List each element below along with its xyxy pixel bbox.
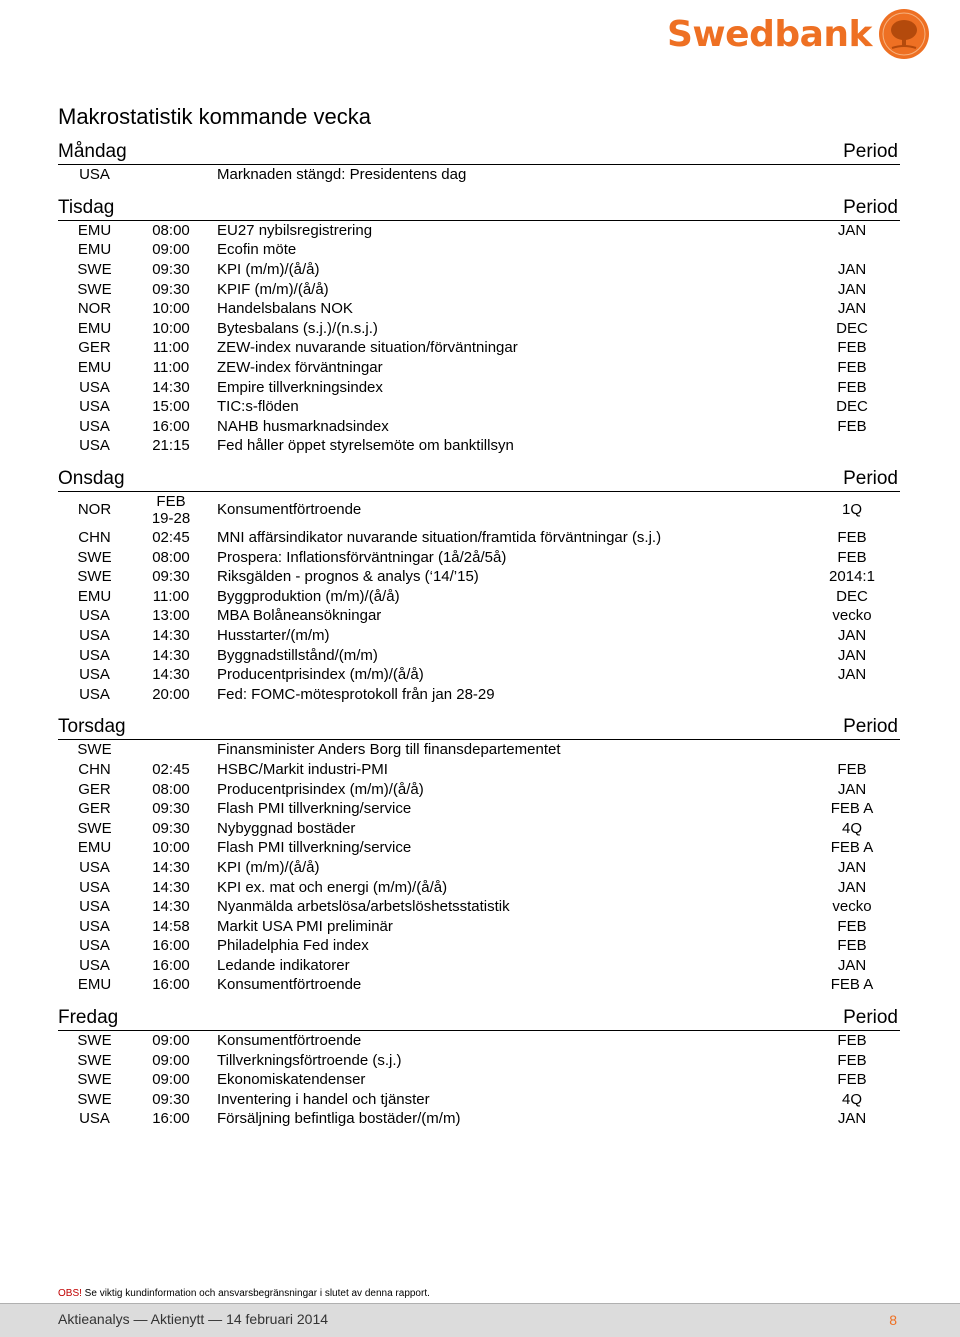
swedbank-logo: [667, 6, 930, 62]
period-cell: FEB: [837, 417, 867, 435]
period-cell: JAN: [837, 626, 867, 644]
period-cell: JAN: [837, 646, 867, 664]
time-cell: 02:45: [152, 529, 190, 547]
table-row: [58, 1109, 900, 1129]
table-row: [58, 165, 900, 185]
country-cell: USA: [79, 1110, 110, 1128]
country-cell: USA: [79, 417, 110, 435]
table-row: [58, 956, 900, 976]
table-row: [58, 740, 900, 760]
time-cell: 14:30: [152, 858, 190, 876]
event-cell: KPI (m/m)/(å/å): [217, 858, 320, 876]
country-cell: SWE: [77, 1090, 112, 1108]
country-cell: NOR: [77, 300, 112, 318]
event-cell: Markit USA PMI preliminär: [217, 917, 393, 935]
country-cell: SWE: [77, 568, 112, 586]
period-cell: JAN: [837, 261, 867, 279]
time-cell: 21:15: [152, 437, 190, 455]
event-cell: ZEW-index nuvarande situation/förväntningar: [217, 339, 518, 357]
event-cell: Ecofin möte: [217, 241, 297, 259]
country-cell: SWE: [77, 741, 112, 759]
event-cell: Nyanmälda arbetslösa/arbetslöshetsstatistik: [217, 898, 510, 916]
time-cell: 09:30: [152, 1090, 190, 1108]
time-cell: 16:00: [152, 976, 190, 994]
country-cell: USA: [79, 937, 110, 955]
event-cell: Husstarter/(m/m): [217, 626, 330, 644]
table-row: [58, 858, 900, 878]
table-row: [58, 897, 900, 917]
table-row: [58, 279, 900, 299]
period-cell: DEC: [836, 587, 868, 605]
table-row: [58, 779, 900, 799]
country-cell: GER: [78, 339, 111, 357]
table-row: [58, 684, 900, 704]
table-row: [58, 397, 900, 417]
event-cell: Konsumentförtroende: [217, 501, 362, 519]
event-cell: MNI affärsindikator nuvarande situation/framtida förväntningar (s.j.): [217, 529, 662, 547]
period-cell: 4Q: [841, 819, 862, 837]
period-cell: vecko: [832, 607, 872, 625]
event-cell: KPIF (m/m)/(å/å): [217, 280, 329, 298]
country-cell: USA: [79, 378, 110, 396]
country-cell: USA: [79, 626, 110, 644]
period-cell: JAN: [837, 780, 867, 798]
page-footer: [0, 1303, 960, 1337]
period-cell: 1Q: [841, 501, 862, 519]
event-cell: Producentprisindex (m/m)/(å/å): [217, 780, 424, 798]
time-cell: 10:00: [152, 300, 190, 318]
period-cell: DEC: [836, 398, 868, 416]
country-cell: SWE: [77, 280, 112, 298]
event-cell: Inventering i handel och tjänster: [217, 1090, 430, 1108]
period-cell: JAN: [837, 666, 867, 684]
period-cell: FEB A: [830, 839, 874, 857]
event-cell: Riksgälden - prognos & analys (‘14/’15): [217, 568, 479, 586]
period-cell: 2014:1: [829, 568, 875, 586]
table-row: [58, 436, 900, 456]
table-row: [58, 587, 900, 607]
day-header: [58, 466, 900, 492]
period-cell: vecko: [832, 898, 872, 916]
period-column-header: Period: [843, 141, 898, 162]
period-cell: FEB A: [830, 800, 874, 818]
event-cell: MBA Bolåneansökningar: [217, 607, 382, 625]
table-row: [58, 319, 900, 339]
event-cell: Handelsbalans NOK: [217, 300, 353, 318]
event-cell: Prospera: Inflationsförväntningar (1å/2å/5å): [217, 548, 507, 566]
event-cell: Konsumentförtroende: [217, 976, 362, 994]
event-cell: NAHB husmarknadsindex: [217, 417, 389, 435]
period-column-header: Period: [843, 716, 898, 738]
time-cell: 14:30: [152, 378, 190, 396]
event-cell: ZEW-index förväntningar: [217, 359, 383, 377]
event-cell: Finansminister Anders Borg till finansdepartementet: [217, 741, 561, 759]
time-cell: 16:00: [152, 937, 190, 955]
time-cell: 02:45: [152, 760, 190, 778]
time-cell: 10:00: [152, 839, 190, 857]
time-cell: 16:00: [152, 417, 190, 435]
country-cell: EMU: [77, 587, 112, 605]
event-cell: Bytesbalans (s.j.)/(n.s.j.): [217, 319, 378, 337]
day-section: [58, 1005, 900, 1129]
country-cell: SWE: [77, 548, 112, 566]
country-cell: SWE: [77, 819, 112, 837]
event-cell: Fed håller öppet styrelsemöte om banktillsyn: [217, 437, 514, 455]
time-cell: 09:00: [152, 1071, 190, 1089]
country-cell: SWE: [77, 1051, 112, 1069]
country-cell: USA: [79, 166, 110, 184]
country-cell: USA: [79, 956, 110, 974]
table-row: [58, 665, 900, 685]
country-cell: USA: [79, 858, 110, 876]
time-cell: 09:30: [152, 280, 190, 298]
period-cell: JAN: [837, 878, 867, 896]
event-cell: HSBC/Markit industri-PMI: [217, 760, 388, 778]
event-cell: KPI ex. mat och energi (m/m)/(å/å): [217, 878, 448, 896]
time-cell: 14:58: [152, 917, 190, 935]
table-row: [58, 1050, 900, 1070]
table-row: [58, 626, 900, 646]
time-cell: 11:00: [152, 339, 190, 357]
page-number: 8: [889, 1312, 897, 1328]
period-cell: DEC: [836, 319, 868, 337]
day-section: [58, 139, 900, 185]
table-row: [58, 1090, 900, 1110]
time-cell: 14:30: [152, 898, 190, 916]
period-cell: FEB: [837, 378, 867, 396]
time-cell: 13:00: [152, 607, 190, 625]
day-name: Måndag: [58, 141, 127, 162]
oak-tree-seal-icon: [878, 8, 930, 60]
table-row: [58, 799, 900, 819]
country-cell: CHN: [78, 760, 111, 778]
day-section: [58, 714, 900, 995]
table-row: [58, 916, 900, 936]
event-cell: Försäljning befintliga bostäder/(m/m): [217, 1110, 461, 1128]
time-cell: 15:00: [152, 398, 190, 416]
country-cell: USA: [79, 666, 110, 684]
page-title: Makrostatistik kommande vecka: [58, 104, 371, 129]
day-section: [58, 195, 900, 456]
country-cell: EMU: [77, 241, 112, 259]
event-cell: TIC:s-flöden: [217, 398, 299, 416]
day-name: Torsdag: [58, 716, 126, 738]
country-cell: USA: [79, 917, 110, 935]
country-cell: GER: [78, 800, 111, 818]
country-cell: USA: [79, 685, 110, 703]
table-row: [58, 818, 900, 838]
time-cell: 09:30: [152, 800, 190, 818]
country-cell: NOR: [77, 501, 112, 519]
period-cell: FEB: [837, 937, 867, 955]
table-row: [58, 1031, 900, 1051]
period-cell: JAN: [837, 858, 867, 876]
period-cell: JAN: [837, 300, 867, 318]
country-cell: CHN: [78, 529, 111, 547]
period-cell: JAN: [837, 956, 867, 974]
calendar-table: [58, 139, 900, 1139]
table-row: [58, 567, 900, 587]
period-cell: FEB A: [830, 976, 874, 994]
table-row: [58, 492, 900, 528]
event-cell: Philadelphia Fed index: [217, 937, 369, 955]
period-cell: JAN: [837, 221, 867, 239]
period-cell: JAN: [837, 280, 867, 298]
table-row: [58, 299, 900, 319]
country-cell: USA: [79, 898, 110, 916]
country-cell: USA: [79, 646, 110, 664]
time-cell: 09:30: [152, 819, 190, 837]
period-cell: JAN: [837, 1110, 867, 1128]
time-cell: 08:00: [152, 548, 190, 566]
table-row: [58, 221, 900, 241]
day-header: [58, 139, 900, 165]
event-cell: Tillverkningsförtroende (s.j.): [217, 1051, 402, 1069]
time-days: 19-28: [151, 509, 191, 527]
event-cell: Byggproduktion (m/m)/(å/å): [217, 587, 400, 605]
table-row: [58, 547, 900, 567]
country-cell: USA: [79, 878, 110, 896]
time-cell: 09:00: [152, 1032, 190, 1050]
disclaimer-note: OBS! Se viktig kundinformation och ansvarsbegränsningar i slutet av denna rapport.: [58, 1288, 430, 1299]
time-cell: 09:30: [152, 261, 190, 279]
table-row: [58, 260, 900, 280]
table-row: [58, 606, 900, 626]
time-cell: 11:00: [152, 587, 190, 605]
period-cell: FEB: [837, 917, 867, 935]
period-column-header: Period: [843, 467, 898, 489]
time-cell: 08:00: [152, 221, 190, 239]
period-cell: FEB: [837, 548, 867, 566]
day-header: [58, 1005, 900, 1031]
footer-report-info: Aktieanalys — Aktienytt — 14 februari 2014: [58, 1311, 329, 1327]
time-cell: 14:30: [152, 626, 190, 644]
period-cell: FEB: [837, 339, 867, 357]
event-cell: Konsumentförtroende: [217, 1032, 362, 1050]
event-cell: Fed: FOMC-mötesprotokoll från jan 28-29: [217, 685, 495, 703]
table-row: [58, 838, 900, 858]
time-cell: 14:30: [152, 666, 190, 684]
table-row: [58, 528, 900, 548]
period-cell: FEB: [837, 1071, 867, 1089]
country-cell: USA: [79, 437, 110, 455]
event-cell: Producentprisindex (m/m)/(å/å): [217, 666, 424, 684]
table-row: [58, 417, 900, 437]
event-cell: Empire tillverkningsindex: [217, 378, 383, 396]
day-header: [58, 714, 900, 740]
day-name: Tisdag: [58, 196, 115, 218]
period-cell: FEB: [837, 760, 867, 778]
country-cell: SWE: [77, 1071, 112, 1089]
period-column-header: Period: [843, 1006, 898, 1028]
event-cell: EU27 nybilsregistrering: [217, 221, 373, 239]
period-cell: FEB: [837, 1051, 867, 1069]
time-cell: 20:00: [152, 685, 190, 703]
day-name: Onsdag: [58, 467, 125, 489]
country-cell: EMU: [77, 319, 112, 337]
day-name: Fredag: [58, 1006, 119, 1028]
table-row: [58, 975, 900, 995]
table-row: [58, 338, 900, 358]
time-cell: 14:30: [152, 646, 190, 664]
time-cell: 08:00: [152, 780, 190, 798]
time-cell: [131, 493, 211, 527]
period-cell: 4Q: [841, 1090, 862, 1108]
table-row: [58, 645, 900, 665]
event-cell: Ekonomiskatendenser: [217, 1071, 366, 1089]
period-column-header: Period: [843, 196, 898, 218]
period-cell: FEB: [837, 529, 867, 547]
country-cell: GER: [78, 780, 111, 798]
time-month: FEB: [156, 492, 186, 510]
event-cell: Ledande indikatorer: [217, 956, 350, 974]
brand-name: Swedbank: [666, 13, 872, 55]
event-cell: Flash PMI tillverkning/service: [217, 839, 412, 857]
country-cell: EMU: [77, 359, 112, 377]
table-row: [58, 877, 900, 897]
time-cell: 09:30: [152, 568, 190, 586]
table-row: [58, 936, 900, 956]
event-cell: Byggnadstillstånd/(m/m): [217, 646, 378, 664]
event-cell: Nybyggnad bostäder: [217, 819, 356, 837]
table-row: [58, 760, 900, 780]
table-row: [58, 377, 900, 397]
day-section: [58, 466, 900, 704]
footer-divider: [0, 1303, 960, 1304]
time-cell: 09:00: [152, 1051, 190, 1069]
period-cell: FEB: [837, 359, 867, 377]
table-row: [58, 1070, 900, 1090]
time-cell: 10:00: [152, 319, 190, 337]
country-cell: EMU: [77, 976, 112, 994]
country-cell: USA: [79, 398, 110, 416]
time-cell: 09:00: [152, 241, 190, 259]
event-cell: Flash PMI tillverkning/service: [217, 800, 412, 818]
table-row: [58, 240, 900, 260]
time-cell: 11:00: [152, 359, 190, 377]
event-cell: KPI (m/m)/(å/å): [217, 261, 320, 279]
table-row: [58, 358, 900, 378]
country-cell: SWE: [77, 261, 112, 279]
country-cell: SWE: [77, 1032, 112, 1050]
country-cell: EMU: [77, 839, 112, 857]
day-header: [58, 195, 900, 221]
event-cell: Marknaden stängd: Presidentens dag: [217, 166, 467, 184]
time-cell: 14:30: [152, 878, 190, 896]
country-cell: EMU: [77, 221, 112, 239]
time-cell: 16:00: [152, 1110, 190, 1128]
country-cell: USA: [79, 607, 110, 625]
period-cell: FEB: [837, 1032, 867, 1050]
time-cell: 16:00: [152, 956, 190, 974]
